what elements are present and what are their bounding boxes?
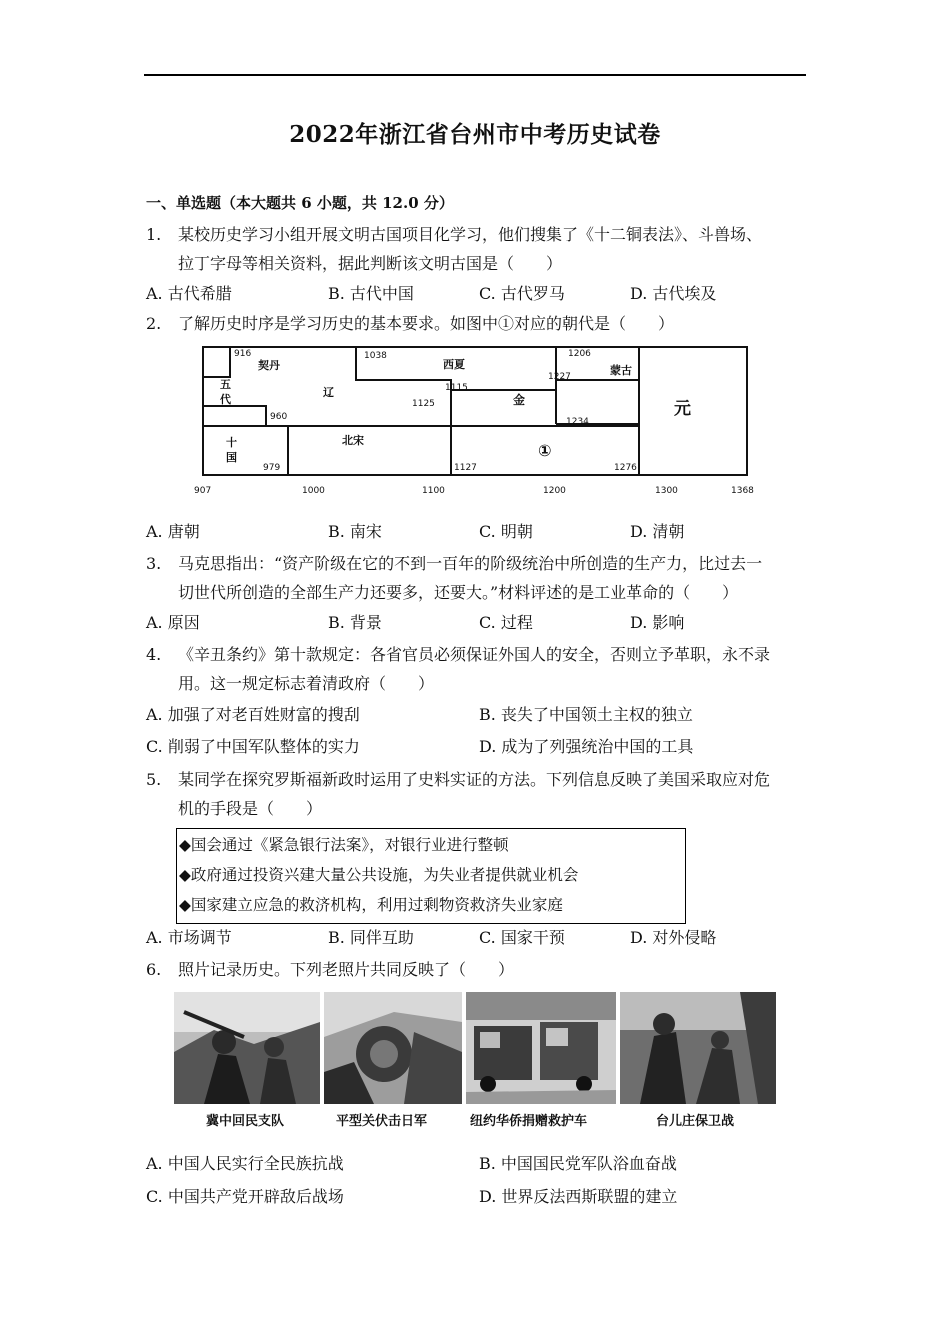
label-liao: 辽	[323, 386, 334, 399]
q4-option-c[interactable]: C. 削弱了中国军队整体的实力	[146, 737, 360, 756]
label-shiguo-1: 十	[226, 436, 237, 449]
question-5-text: 某同学在探究罗斯福新政时运用了史料实证的方法。下列信息反映了美国采取应对危	[178, 770, 771, 789]
photo-hui-detachment	[174, 992, 320, 1104]
year-979: 979	[263, 463, 281, 473]
year-916: 916	[234, 349, 252, 359]
material-box	[176, 828, 686, 924]
q3-option-a[interactable]: A. 原因	[146, 613, 200, 632]
header-rule	[144, 74, 806, 76]
year-1038: 1038	[364, 351, 387, 361]
q2-option-c[interactable]: C. 明朝	[479, 522, 533, 541]
photo-ambulance-donation	[466, 992, 616, 1104]
q1-option-b[interactable]: B. 古代中国	[328, 284, 414, 303]
question-4-text: 《辛丑条约》第十款规定：各省官员必须保证外国人的安全，否则立予革职，永不录	[178, 645, 771, 664]
q5-option-d[interactable]: D. 对外侵略	[630, 928, 717, 947]
dynasty-timeline-figure	[190, 342, 770, 502]
year-960: 960	[270, 412, 288, 422]
axis-1200: 1200	[543, 486, 566, 496]
question-2-number: 2.	[146, 314, 162, 333]
label-wudai-1: 五	[220, 378, 231, 391]
question-3-text: 马克思指出：“资产阶级在它的不到一百年的阶级统治中所创造的生产力，比过去一	[178, 554, 763, 573]
q3-option-b[interactable]: B. 背景	[328, 613, 382, 632]
year-1115: 1115	[445, 383, 468, 393]
year-1125: 1125	[412, 399, 435, 409]
axis-907: 907	[194, 486, 212, 496]
caption-photo-1: 冀中回民支队	[206, 1114, 285, 1129]
q6-option-c[interactable]: C. 中国共产党开辟敌后战场	[146, 1187, 344, 1206]
section-heading: 一、单选题（本大题共 6 小题，共 12.0 分）	[146, 194, 454, 212]
axis-1000: 1000	[302, 486, 325, 496]
q4-option-d[interactable]: D. 成为了列强统治中国的工具	[479, 737, 694, 756]
q4-option-b[interactable]: B. 丧失了中国领土主权的独立	[479, 705, 693, 724]
photo-pingxingguan	[324, 992, 462, 1104]
historical-photos	[174, 992, 776, 1132]
caption-photo-3: 纽约华侨捐赠救护车	[470, 1114, 588, 1129]
question-4-text-cont: 用。这一规定标志着清政府（ ）	[178, 674, 435, 693]
question-4-number: 4.	[146, 645, 162, 664]
q2-option-a[interactable]: A. 唐朝	[146, 522, 200, 541]
caption-photo-4: 台儿庄保卫战	[656, 1114, 735, 1129]
axis-1300: 1300	[655, 486, 678, 496]
q3-option-d[interactable]: D. 影响	[630, 613, 685, 632]
caption-photo-2: 平型关伏击日军	[336, 1114, 428, 1129]
q5-option-b[interactable]: B. 同伴互助	[328, 928, 414, 947]
label-xixia: 西夏	[443, 358, 465, 371]
year-1276: 1276	[614, 463, 637, 473]
q4-option-a[interactable]: A. 加强了对老百姓财富的搜刮	[146, 705, 360, 724]
label-yuan: 元	[674, 399, 691, 419]
q5-option-a[interactable]: A. 市场调节	[146, 928, 232, 947]
question-1-text: 某校历史学习小组开展文明古国项目化学习，他们搜集了《十二铜表法》、斗兽场、	[178, 225, 763, 244]
q6-option-a[interactable]: A. 中国人民实行全民族抗战	[146, 1154, 344, 1173]
label-wudai-2: 代	[220, 393, 231, 406]
question-6-text: 照片记录历史。下列老照片共同反映了（ ）	[178, 960, 515, 979]
year-1206: 1206	[568, 349, 591, 359]
question-5-number: 5.	[146, 770, 162, 789]
q1-option-a[interactable]: A. 古代希腊	[146, 284, 232, 303]
material-line-1: ◆国会通过《紧急银行法案》，对银行业进行整顿	[179, 836, 509, 854]
q5-option-c[interactable]: C. 国家干预	[479, 928, 565, 947]
q3-option-c[interactable]: C. 过程	[479, 613, 533, 632]
label-circle-1: ①	[538, 441, 552, 460]
label-jin: 金	[513, 393, 526, 407]
axis-1100: 1100	[422, 486, 445, 496]
material-line-3: ◆国家建立应急的救济机构，利用过剩物资救济失业家庭	[179, 896, 563, 914]
year-1234: 1234	[566, 417, 589, 427]
question-1-number: 1.	[146, 225, 162, 244]
q1-option-c[interactable]: C. 古代罗马	[479, 284, 565, 303]
label-beisong: 北宋	[342, 434, 364, 447]
material-line-2: ◆政府通过投资兴建大量公共设施，为失业者提供就业机会	[179, 866, 579, 884]
label-khitan: 契丹	[258, 359, 280, 372]
question-2-text: 了解历史时序是学习历史的基本要求。如图中①对应的朝代是（ ）	[178, 314, 675, 333]
label-shiguo-2: 国	[226, 451, 237, 464]
question-5-text-cont: 机的手段是（ ）	[178, 799, 323, 818]
q2-option-d[interactable]: D. 清朝	[630, 522, 685, 541]
year-1227: 1227	[548, 372, 571, 382]
question-3-number: 3.	[146, 554, 162, 573]
page-title: 2022年浙江省台州市中考历史试卷	[289, 121, 661, 148]
q6-option-b[interactable]: B. 中国国民党军队浴血奋战	[479, 1154, 677, 1173]
photo-taierzhuang	[620, 992, 776, 1104]
year-1127: 1127	[454, 463, 477, 473]
q1-option-d[interactable]: D. 古代埃及	[630, 284, 717, 303]
question-6-number: 6.	[146, 960, 162, 979]
label-mongol: 蒙古	[610, 364, 632, 377]
q2-option-b[interactable]: B. 南宋	[328, 522, 382, 541]
question-3-text-cont: 切世代所创造的全部生产力还要多，还要大。”材料评述的是工业革命的（ ）	[178, 583, 739, 602]
question-1-text-cont: 拉丁字母等相关资料，据此判断该文明古国是（ ）	[178, 254, 563, 273]
q6-option-d[interactable]: D. 世界反法西斯联盟的建立	[479, 1187, 678, 1206]
axis-1368: 1368	[731, 486, 754, 496]
